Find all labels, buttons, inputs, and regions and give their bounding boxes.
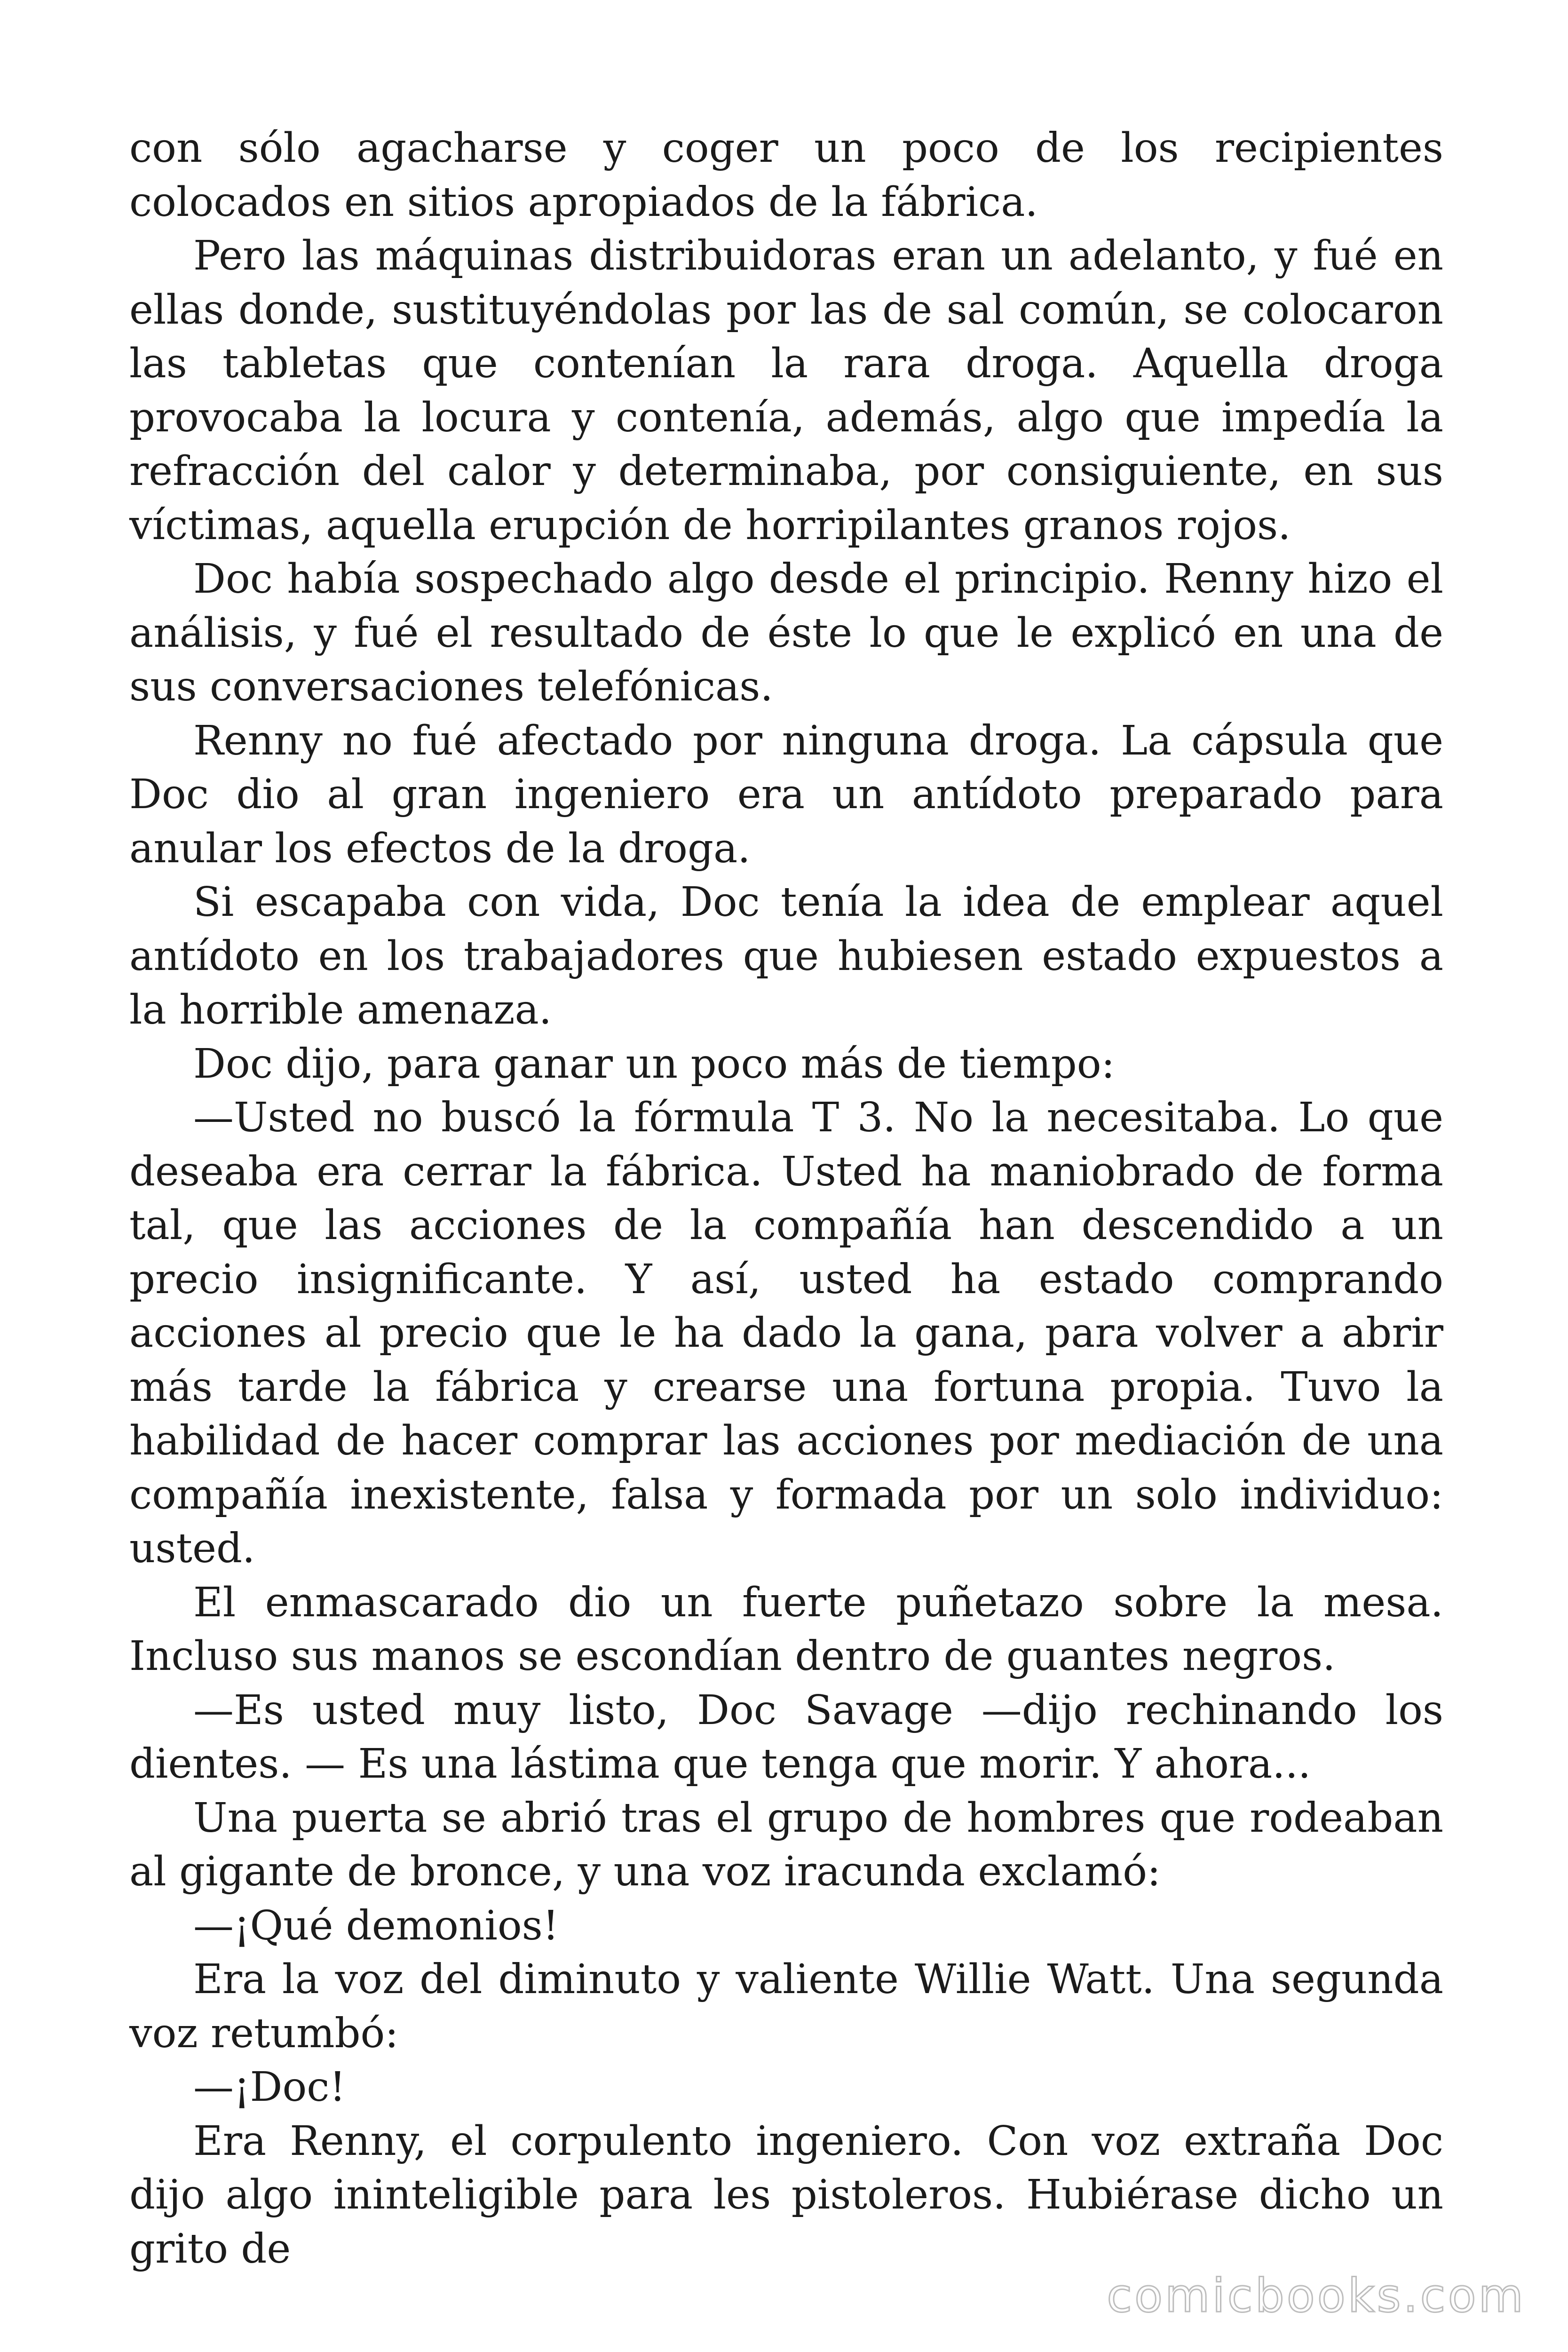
paragraph: Doc había sospechado algo desde el principio. Renny hizo el análisis, y fué el resultado de éste lo que le explicó en una de sus conversaciones telefónicas. xyxy=(129,556,1443,710)
paragraph: El enmascarado dio un fuerte puñetazo sobre la mesa. Incluso sus manos se escondían dentro de guantes negros. xyxy=(129,1579,1443,1680)
watermark-text: comicbooks.com xyxy=(1107,2269,1526,2323)
paragraph: Pero las máquinas distribuidoras eran un adelanto, y fué en ellas donde, sustituyéndolas por las de sal común, se colocaron las tabletas que contenían la rara droga. Aquella droga provocaba la locura y contenía, además, algo que impedía la refracción del calor y determinaba, por consiguiente, en sus víctimas, aquella erupción de horripilantes granos rojos. xyxy=(129,232,1443,549)
dialogue-paragraph: —Usted no buscó la fórmula T 3. No la necesitaba. Lo que deseaba era cerrar la fábrica. Usted ha maniobrado de forma tal, que las acciones de la compañía han descendido a un precio insignificante. Y así, usted ha estado comprando acciones al precio que le ha dado la gana, para volver a abrir más tarde la fábrica y crearse una fortuna propia. Tuvo la habilidad de hacer comprar las acciones por mediación de una compañía inexistente, falsa y formada por un solo individuo: usted. xyxy=(129,1094,1443,1572)
paragraph: Doc dijo, para ganar un poco más de tiempo: xyxy=(193,1040,1115,1088)
book-page-text xyxy=(129,121,1443,2276)
dialogue-paragraph: —¡Qué demonios! xyxy=(193,1902,559,1949)
dialogue-paragraph: —Es usted muy listo, Doc Savage —dijo rechinando los dientes. — Es una lástima que tenga que morir. Y ahora... xyxy=(129,1686,1443,1788)
dialogue-paragraph: —¡Doc! xyxy=(193,2064,346,2111)
paragraph: Renny no fué afectado por ninguna droga. La cápsula que Doc dio al gran ingeniero era un antídoto preparado para anular los efectos de la droga. xyxy=(129,717,1443,872)
paragraph: Era Renny, el corpulento ingeniero. Con voz extraña Doc dijo algo ininteligible para les pistoleros. Hubiérase dicho un grito de xyxy=(129,2117,1443,2273)
paragraph: Era la voz del diminuto y valiente Willie Watt. Una segunda voz retumbó: xyxy=(129,1956,1443,2057)
paragraph: Si escapaba con vida, Doc tenía la idea de emplear aquel antídoto en los trabajadores que hubiesen estado expuestos a la horrible amenaza. xyxy=(129,879,1443,1033)
paragraph: Una puerta se abrió tras el grupo de hombres que rodeaban al gigante de bronce, y una voz iracunda exclamó: xyxy=(129,1794,1443,1895)
paragraph: con sólo agacharse y coger un poco de los recipientes colocados en sitios apropiados de la fábrica. xyxy=(129,125,1443,226)
